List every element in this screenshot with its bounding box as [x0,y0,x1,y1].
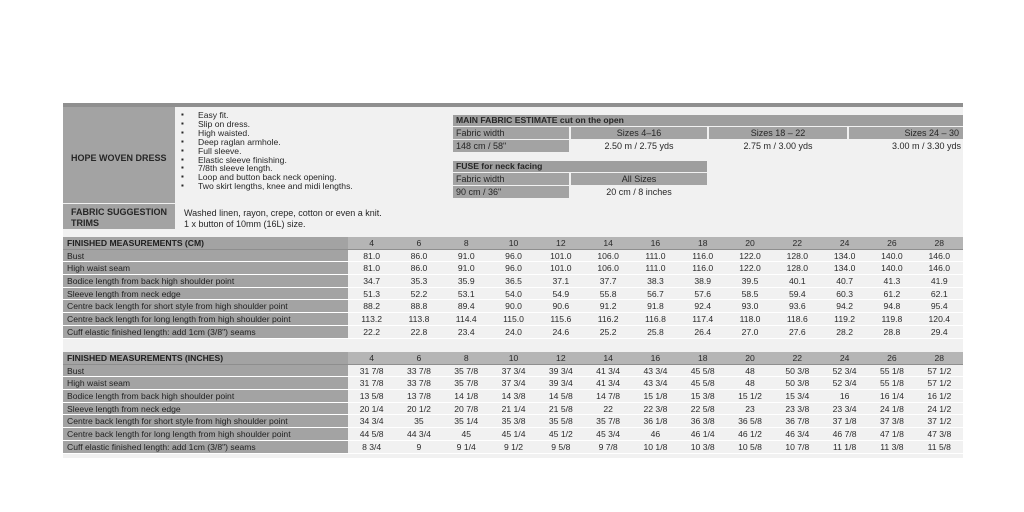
cell: 93.6 [774,300,821,313]
size-header: 24 [821,237,868,249]
cell: 38.9 [679,275,726,288]
cell: 51.3 [348,287,395,300]
cell: 36.5 [490,275,537,288]
cell: 35 7/8 [584,415,631,428]
cell: 25.8 [632,325,679,338]
size-header: 22 [774,352,821,364]
cell: 56.7 [632,287,679,300]
cell: 81.0 [348,262,395,275]
cell: 20 7/8 [443,402,490,415]
cell: 43 3/4 [632,377,679,390]
cell: 140.0 [868,249,915,262]
row-label: Centre back length for long length from high shoulder point [63,313,348,326]
cell: 11 5/8 [916,440,963,453]
cell: 14 7/8 [584,390,631,403]
fuse-title: FUSE for neck facing [456,161,543,171]
size-header: 12 [537,237,584,249]
size-group-value-2: 2.75 m / 3.00 yds [743,141,813,151]
cell: 11 1/8 [821,440,868,453]
cell: 23 3/8 [774,402,821,415]
cell: 146.0 [916,249,963,262]
cell: 128.0 [774,262,821,275]
cell: 28.8 [868,325,915,338]
cell: 50 3/8 [774,364,821,377]
size-header: 14 [584,352,631,364]
table-row [63,377,963,390]
row-label: Centre back length for short style from high shoulder point [63,415,348,428]
cell: 21 1/4 [490,402,537,415]
size-group-label-2: Sizes 18 – 22 [750,128,806,138]
cell: 35 [395,415,442,428]
cell: 60.3 [821,287,868,300]
cell: 116.0 [679,262,726,275]
cell: 81.0 [348,249,395,262]
cell: 88.8 [395,300,442,313]
cell: 45 5/8 [679,377,726,390]
size-header: 12 [537,352,584,364]
size-header: 16 [632,237,679,249]
table-row [63,415,963,428]
size-header: 10 [490,352,537,364]
cell: 45 [443,428,490,441]
size-group-value-3: 3.00 m / 3.30 yds [891,141,961,151]
cell: 9 7/8 [584,440,631,453]
size-header: 20 [726,237,773,249]
row-label: Centre back length for long length from high shoulder point [63,428,348,441]
cell: 61.2 [868,287,915,300]
row-label: Centre back length for short style from high shoulder point [63,300,348,313]
cell: 39.5 [726,275,773,288]
dress-name: HOPE WOVEN DRESS [71,153,167,163]
inches-measurements-table [63,352,963,454]
cell: 16 [821,390,868,403]
cell: 54.9 [537,287,584,300]
cell: 45 1/2 [537,428,584,441]
cell: 58.5 [726,287,773,300]
cell: 9 1/4 [443,440,490,453]
table-row [63,390,963,403]
cell: 14 1/8 [443,390,490,403]
cell: 54.0 [490,287,537,300]
cell: 23 [726,402,773,415]
cell: 91.2 [584,300,631,313]
row-label: Bust [63,249,348,262]
cell: 35 1/4 [443,415,490,428]
cell: 36 7/8 [774,415,821,428]
cell: 35 7/8 [443,377,490,390]
cell: 22 3/8 [632,402,679,415]
cell: 14 5/8 [537,390,584,403]
cell: 90.0 [490,300,537,313]
table-row [63,325,963,338]
cell: 120.4 [916,313,963,326]
cell: 55.8 [584,287,631,300]
size-group-label-3: Sizes 24 – 30 [904,128,959,138]
cell: 11 3/8 [868,440,915,453]
size-header: 20 [726,352,773,364]
cell: 16 1/2 [916,390,963,403]
cell: 57 1/2 [916,377,963,390]
cell: 8 3/4 [348,440,395,453]
cell: 44 5/8 [348,428,395,441]
size-header: 26 [868,237,915,249]
cell: 89.4 [443,300,490,313]
size-header: 14 [584,237,631,249]
cell: 31 7/8 [348,364,395,377]
cell: 38.3 [632,275,679,288]
cell: 62.1 [916,287,963,300]
cell: 86.0 [395,249,442,262]
fuse-width-label: Fabric width [456,174,505,184]
cell: 47 1/8 [868,428,915,441]
cell: 57 1/2 [916,364,963,377]
row-label: Cuff elastic finished length: add 1cm (3/8") seams [63,440,348,453]
size-header: 28 [916,352,963,364]
table-row [63,249,963,262]
cell: 53.1 [443,287,490,300]
cell: 34.7 [348,275,395,288]
feature-item: ▪ Deep raglan armhole. [181,138,353,147]
cell: 50 3/8 [774,377,821,390]
cell: 35.9 [443,275,490,288]
cell: 115.6 [537,313,584,326]
cell: 116.2 [584,313,631,326]
cell: 52 3/4 [821,364,868,377]
cell: 117.4 [679,313,726,326]
cell: 37 1/2 [916,415,963,428]
cell: 29.4 [916,325,963,338]
size-header: 4 [348,237,395,249]
row-label: Sleeve length from neck edge [63,287,348,300]
cell: 134.0 [821,262,868,275]
cell: 24.0 [490,325,537,338]
cell: 101.0 [537,262,584,275]
cell: 122.0 [726,262,773,275]
cell: 95.4 [916,300,963,313]
cell: 13 5/8 [348,390,395,403]
cell: 55 1/8 [868,364,915,377]
cell: 55 1/8 [868,377,915,390]
cell: 37.1 [537,275,584,288]
cell: 15 3/8 [679,390,726,403]
main-fabric-width-label: Fabric width [456,128,505,138]
trims-label: TRIMS [71,218,99,228]
fabric-suggestion-label: FABRIC SUGGESTION [71,207,168,217]
cell: 41 3/4 [584,377,631,390]
table-row [63,287,963,300]
feature-list [181,111,353,191]
cell: 146.0 [916,262,963,275]
cell: 33 7/8 [395,364,442,377]
cell: 24 1/2 [916,402,963,415]
size-header: 4 [348,352,395,364]
cell: 106.0 [584,262,631,275]
table-row [63,313,963,326]
fabric-suggestion-value: Washed linen, rayon, crepe, cotton or even a knit. [184,208,382,218]
table-row [63,262,963,275]
feature-item: ▪ High waisted. [181,129,353,138]
cell: 37 1/8 [821,415,868,428]
cell: 119.2 [821,313,868,326]
cell: 24.6 [537,325,584,338]
cm-measurements-table [63,237,963,339]
main-fabric-title: MAIN FABRIC ESTIMATE cut on the open [456,115,624,125]
cell: 9 1/2 [490,440,537,453]
size-header: 6 [395,352,442,364]
cell: 27.0 [726,325,773,338]
table-row [63,402,963,415]
feature-item: ▪ Two skirt lengths, knee and midi lengths. [181,182,353,191]
cell: 23.4 [443,325,490,338]
cell: 118.0 [726,313,773,326]
cell: 46 1/4 [679,428,726,441]
row-label: Bodice length from back high shoulder point [63,275,348,288]
cell: 118.6 [774,313,821,326]
cell: 36 5/8 [726,415,773,428]
cell: 46 7/8 [821,428,868,441]
cell: 10 1/8 [632,440,679,453]
cell: 52.2 [395,287,442,300]
cell: 40.7 [821,275,868,288]
row-label: Sleeve length from neck edge [63,402,348,415]
cell: 111.0 [632,262,679,275]
feature-item: ▪ Easy fit. [181,111,353,120]
cell: 52 3/4 [821,377,868,390]
cell: 34 3/4 [348,415,395,428]
cell: 115.0 [490,313,537,326]
cell: 96.0 [490,262,537,275]
cell: 113.2 [348,313,395,326]
row-label: High waist seam [63,262,348,275]
cell: 48 [726,364,773,377]
cell: 39 3/4 [537,364,584,377]
cell: 59.4 [774,287,821,300]
cell: 45 5/8 [679,364,726,377]
cell: 106.0 [584,249,631,262]
size-header: 6 [395,237,442,249]
cell: 41.9 [916,275,963,288]
cell: 91.8 [632,300,679,313]
cell: 31 7/8 [348,377,395,390]
table-row [63,275,963,288]
cell: 20 1/2 [395,402,442,415]
feature-item: ▪ 7/8th sleeve length. [181,164,353,173]
cell: 93.0 [726,300,773,313]
size-header: 18 [679,237,726,249]
inches-table-title: FINISHED MEASUREMENTS (INCHES) [63,352,348,364]
cell: 33 7/8 [395,377,442,390]
size-header: 10 [490,237,537,249]
size-header: 18 [679,352,726,364]
cell: 36 3/8 [679,415,726,428]
fuse-size-value: 20 cm / 8 inches [606,187,672,197]
cell: 36 1/8 [632,415,679,428]
cell: 119.8 [868,313,915,326]
size-group-label-1: Sizes 4–16 [616,128,662,138]
cell: 15 3/4 [774,390,821,403]
cell: 45 1/4 [490,428,537,441]
cell: 27.6 [774,325,821,338]
cell: 40.1 [774,275,821,288]
feature-item: ▪ Elastic sleeve finishing. [181,156,353,165]
size-header: 8 [443,237,490,249]
cell: 46 3/4 [774,428,821,441]
cm-table-title: FINISHED MEASUREMENTS (CM) [63,237,348,249]
cell: 23 3/4 [821,402,868,415]
size-header: 28 [916,237,963,249]
cell: 116.0 [679,249,726,262]
cell: 20 1/4 [348,402,395,415]
cell: 35 7/8 [443,364,490,377]
feature-item: ▪ Loop and button back neck opening. [181,173,353,182]
cell: 22 5/8 [679,402,726,415]
fuse-width-value: 90 cm / 36" [456,187,502,197]
cell: 39 3/4 [537,377,584,390]
feature-item: ▪ Full sleeve. [181,147,353,156]
cell: 24 1/8 [868,402,915,415]
cell: 90.6 [537,300,584,313]
cell: 41 3/4 [584,364,631,377]
cell: 35.3 [395,275,442,288]
cell: 128.0 [774,249,821,262]
cell: 9 5/8 [537,440,584,453]
cell: 140.0 [868,262,915,275]
cell: 86.0 [395,262,442,275]
cell: 15 1/8 [632,390,679,403]
fuse-size-label: All Sizes [621,174,657,184]
cell: 15 1/2 [726,390,773,403]
cell: 46 1/2 [726,428,773,441]
cell: 10 5/8 [726,440,773,453]
cell: 13 7/8 [395,390,442,403]
cell: 37 3/4 [490,377,537,390]
cell: 21 5/8 [537,402,584,415]
cell: 111.0 [632,249,679,262]
cell: 41.3 [868,275,915,288]
cell: 94.2 [821,300,868,313]
cell: 134.0 [821,249,868,262]
size-header: 26 [868,352,915,364]
cell: 22 [584,402,631,415]
cell: 37.7 [584,275,631,288]
cell: 116.8 [632,313,679,326]
cell: 122.0 [726,249,773,262]
cell: 46 [632,428,679,441]
pattern-spec-sheet [63,103,963,458]
cell: 91.0 [443,249,490,262]
cell: 9 [395,440,442,453]
size-header: 8 [443,352,490,364]
cell: 26.4 [679,325,726,338]
cell: 91.0 [443,262,490,275]
cell: 22.8 [395,325,442,338]
size-header: 16 [632,352,679,364]
row-label: Bodice length from back high shoulder point [63,390,348,403]
row-label: High waist seam [63,377,348,390]
cell: 101.0 [537,249,584,262]
cm-table-header-row [63,237,963,249]
cell: 114.4 [443,313,490,326]
feature-item: ▪ Slip on dress. [181,120,353,129]
cell: 96.0 [490,249,537,262]
cell: 28.2 [821,325,868,338]
cell: 43 3/4 [632,364,679,377]
cell: 10 3/8 [679,440,726,453]
cell: 113.8 [395,313,442,326]
row-label: Bust [63,364,348,377]
cell: 47 3/8 [916,428,963,441]
trims-value: 1 x button of 10mm (16L) size. [184,219,306,229]
cell: 35 5/8 [537,415,584,428]
row-label: Cuff elastic finished length: add 1cm (3/8") seams [63,325,348,338]
cell: 57.6 [679,287,726,300]
table-row [63,440,963,453]
cell: 37 3/4 [490,364,537,377]
cell: 16 1/4 [868,390,915,403]
cell: 25.2 [584,325,631,338]
cell: 37 3/8 [868,415,915,428]
cell: 35 3/8 [490,415,537,428]
cell: 45 3/4 [584,428,631,441]
cell: 14 3/8 [490,390,537,403]
table-row [63,428,963,441]
table-row [63,364,963,377]
cell: 94.8 [868,300,915,313]
cell: 48 [726,377,773,390]
size-group-value-1: 2.50 m / 2.75 yds [604,141,674,151]
cell: 22.2 [348,325,395,338]
main-fabric-width-value: 148 cm / 58" [456,141,507,151]
cell: 44 3/4 [395,428,442,441]
cell: 10 7/8 [774,440,821,453]
size-header: 22 [774,237,821,249]
inches-table-header-row [63,352,963,364]
cell: 88.2 [348,300,395,313]
size-header: 24 [821,352,868,364]
cell: 92.4 [679,300,726,313]
table-row [63,300,963,313]
